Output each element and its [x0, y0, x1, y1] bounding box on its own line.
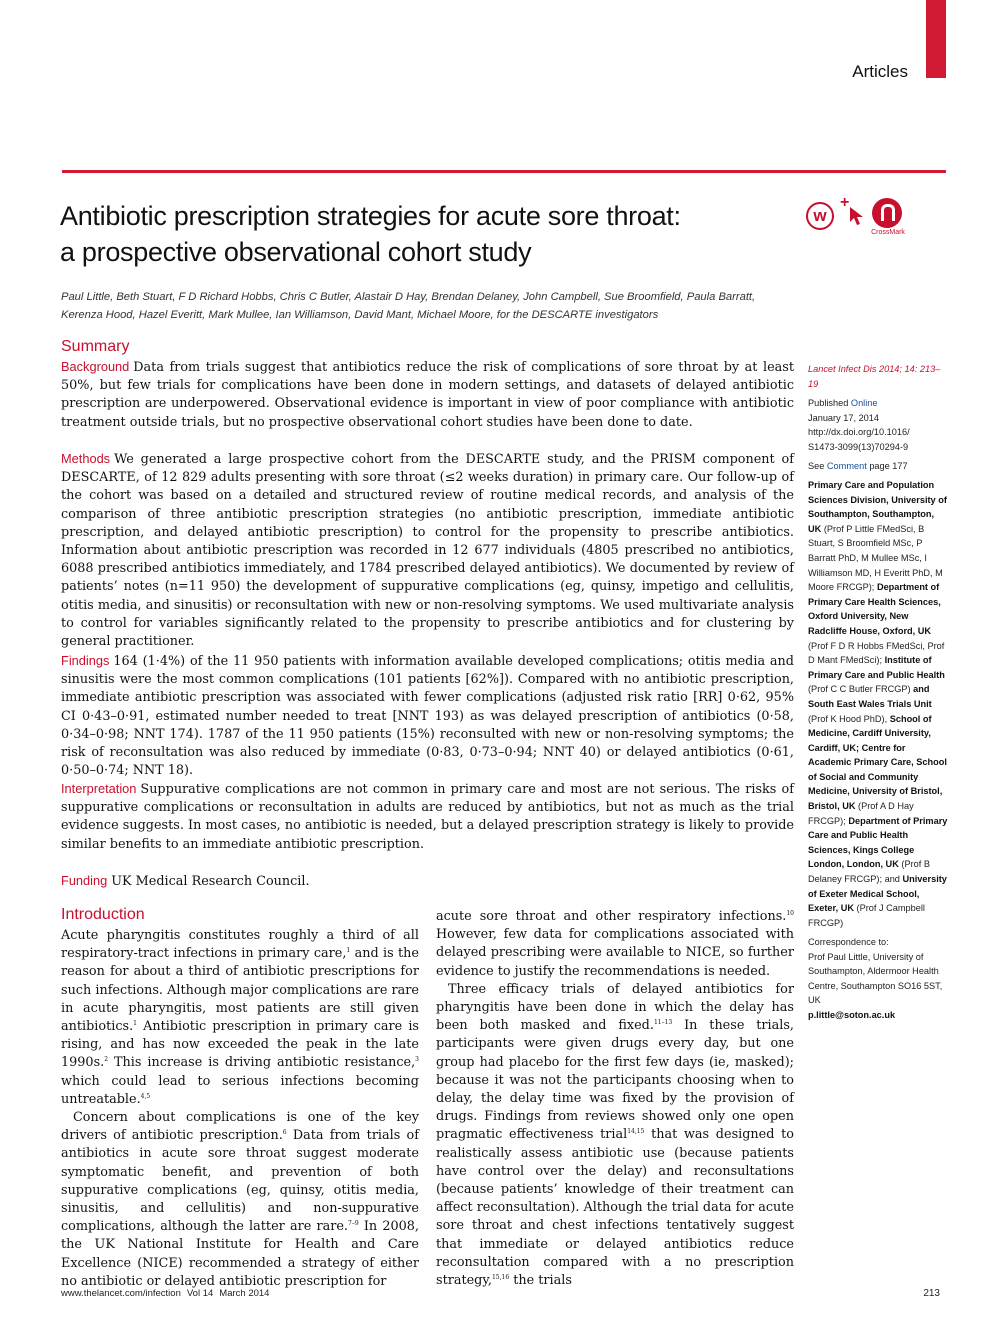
body-column-right [436, 908, 794, 1290]
author-list [61, 288, 781, 324]
findings-text: 164 (1·4%) of the 11 950 patients with information available developed complications; otitis media and sinusitis were the most common complications (101 patients [62%]). Compared with no antibiotic prescription, immediate antibiotic prescription was associated with fewer complications (adjusted risk ratio [RR] 0·62, 95% CI 0·43–0·91, estimated number needed to treat [NNT 193) as was delayed prescription of antibiotics (0·58, 0·34–0·98; NNT 174). 1787 of the 11 950 patients (15%) reconsulted with new or non-resolving symptoms; the risk of reconsultation was also reduced by immediate (0·83, 0·73–0·94; NNT 40) or delayed antibiotics (0·61, 0·50–0·74; NNT 18). [61, 654, 794, 779]
findings-label: Findings [61, 653, 110, 668]
introduction-heading: Introduction [61, 906, 145, 923]
title-line-1: Antibiotic prescription strategies for acute sore throat: [60, 201, 681, 231]
paragraph: Acute pharyngitis constitutes roughly a third of all respiratory-tract infections in primary care,$^1$ and is the reason for about a third of antibiotic prescriptions for such infections. Although major complications are rare in acute pharyngitis, most patients are still given antibiotics.$^1$ Antibiotic prescription in primary care is rising, and has now exceeded the peak in the late 1990s.$^2$ This increase is driving antibiotic resistance,$^3$ which could lead to serious infections becoming untreatable.$^{4,5}$ [61, 928, 419, 1107]
affiliation-inst: University of Exeter Medical School, Exeter, UK [808, 874, 947, 914]
affiliations [808, 478, 948, 930]
abstract-findings [61, 652, 794, 780]
see-label: See [808, 461, 825, 471]
web-icon[interactable]: w [806, 202, 834, 230]
paragraph: Three efficacy trials of delayed antibiotics for pharyngitis have been done in which the delay has been both masked and fixed.$^{11-13}$ In these trials, participants were given drugs every day, but one group had placebo for the first few days (ie, masked); because it was not the participants choosing when to delay, the delay time was fixed by the provision of drugs. Findings from reviews showed only one open pragmatic effectiveness trial$^{14,15}$ that was designed to realistically assess antibiotic use (because patients have control over the delay) and reconsultations (because patients’ knowledge of their treatment can affect reconsultation). Although the trial data for acute sore throat and chest infections tentatively suggest that immediate or delayed antibiotics reduce reconsultation compared with a no prescription strategy,$^{15,16}$ the trials [436, 981, 794, 1289]
published-online-link[interactable]: Online [850, 398, 878, 408]
correspondence-address: Prof Paul Little, University of Southampton, Aldermoor Health Centre, Southampton SO16 5ST, UK [808, 951, 943, 1006]
crossmark-label: CrossMark [871, 229, 905, 236]
article-badges [806, 194, 936, 240]
background-text: Data from trials suggest that antibiotics reduce the risk of complications of sore throat by at least 50%, but few trials for complications have been done in modern settings, and datasets of delayed antibiotic prescription are underpowered. Observational evidence is important in view of poor compliance with antibiotic treatment outside trials, but no prospective observational cohort studies have been done to date. [61, 360, 794, 430]
methods-label: Methods [61, 451, 111, 466]
abstract-background [61, 358, 794, 432]
correspondence [808, 935, 948, 1023]
interpretation-text: Suppurative complications are not common in primary care and most are not serious. The risks of suppurative complications or reconsultation in adults are reduced by antibiotics, but not as much as the trial evidence suggests. In most cases, no antibiotic is needed, but a delayed prescription strategy is likely to provide similar benefits to an immediate antibiotic prescription. [61, 782, 794, 852]
journal-citation: Lancet Infect Dis 2014; 14: 213–19 [808, 364, 941, 389]
cursor-icon [848, 206, 866, 226]
funding-text: UK Medical Research Council. [111, 874, 310, 889]
authors-line-1: Paul Little, Beth Stuart, F D Richard Hobbs, Chris C Butler, Alastair D Hay, Brendan Delaney, John Campbell, Sue Broomfield, Paula Barratt, [61, 291, 756, 303]
footer-month: March 2014 [219, 1288, 270, 1299]
authors-line-2: Kerenza Hood, Hazel Everitt, Mark Mullee, Ian Williamson, David Mant, Michael Moore, for the DESCARTE investigators [61, 309, 659, 321]
comment-page: page 177 [869, 461, 908, 471]
affiliation-people: (Prof A D Hay FRCGP); [808, 801, 914, 826]
affiliation-inst: Primary Care and Population Sciences Division, University of Southampton, Southampton, UK [808, 480, 947, 534]
paragraph: Concern about complications is one of the key drivers of antibiotic prescription.$^6$ Data from trials of antibiotics in acute sore throat suggest moderate symptomatic benefit, and prevention of both suppurative complications (eg, quinsy, otitis media, sinusitis, and cellulitis) and non-suppurative complications, although the latter are rare.$^{7-9}$ In 2008, the UK National Institute for Health and Care Excellence (NICE) recommended a strategy of either no antibiotic or delayed antibiotic prescription for [61, 1110, 419, 1289]
title-line-2: a prospective observational cohort study [60, 237, 532, 267]
interpretation-label: Interpretation [61, 781, 137, 796]
footer-url[interactable]: www.thelancet.com/infection [61, 1288, 181, 1299]
summary-heading: Summary [61, 338, 130, 355]
abstract-interpretation [61, 780, 794, 854]
footer-journal-info [61, 1288, 269, 1299]
affiliation-inst: Department of Primary Care Health Sciences, Oxford University, New Radcliffe House, Oxford, UK [808, 582, 941, 636]
crossmark-icon[interactable] [872, 198, 902, 228]
plus-icon: + [840, 194, 850, 211]
journal-red-tab [926, 0, 946, 78]
methods-text: We generated a large prospective cohort from the DESCARTE study, and the PRISM component of DESCARTE, of 12 829 adults presenting with sore throat (≤2 weeks duration) in primary care. Our follow-up of the cohort was based on a detailed and structured review of routine medical records, and analysis of the comparison of three antibiotic prescription strategies (no antibiotic prescription, immediate antibiotic prescription, and delayed antibiotic prescription) to control for the propensity to prescribe antibiotics. Information about antibiotic prescription was recorded in 12 677 individuals (4805 prescribed no antibiotics, 6088 prescribed antibiotics immediately, and 1784 prescribed delayed antibiotics). We documented by review of patients’ notes (n=11 950) the development of suppurative complications (eg, quinsy, impetigo and cellulitis, otitis media, and sinusitis) or reconsultation with new or non-resolving symptoms. We used multivariate analysis to control for variables significantly related to the propensity to prescribe antibiotics and for clustering by general practitioner. [61, 452, 794, 650]
abstract-methods [61, 450, 794, 651]
footer-volume: Vol 14 [186, 1288, 214, 1299]
doi-line-2[interactable]: S1473-3099(13)70294-9 [808, 441, 909, 452]
doi-line-1[interactable]: http://dx.doi.org/10.1016/ [808, 427, 910, 438]
title-rule [62, 170, 946, 173]
funding-label: Funding [61, 873, 108, 888]
affiliation-people: (Prof J Campbell FRCGP) [808, 903, 925, 928]
publication-info [808, 396, 948, 454]
affiliation-inst: Institute of Primary Care and Public Health [808, 655, 945, 680]
affiliation-people: (Prof P Little FMedSci, B Stuart, S Broomfield MSc, P Barratt PhD, M Mullee MSc, I Williamson MD, H Everitt PhD, M Moore FRCGP); [808, 523, 943, 593]
page-number: 213 [923, 1288, 940, 1299]
affiliation-inst: and South East Wales Trials Unit [808, 684, 932, 709]
comment-reference [808, 459, 948, 474]
background-label: Background [61, 359, 130, 374]
affiliation-inst: School of Medicine, Cardiff University, Cardiff, UK; Centre for Academic Primary Care, School of Social and Community Medicine, University of Bristol, Bristol, UK [808, 713, 947, 812]
article-title [60, 198, 780, 270]
paragraph: acute sore throat and other respiratory infections.$^{10}$ However, few data for complications associated with delayed prescribing were available to NICE, so further evidence to justify the recommendations is needed. [436, 909, 794, 979]
affiliation-inst: Department of Primary Care and Public Health Sciences, Kings College London, London, UK [808, 815, 948, 870]
body-column-left [61, 927, 419, 1291]
published-prefix: Published [808, 398, 849, 408]
affiliation-people: (Prof C C Butler FRCGP) [808, 684, 911, 695]
correspondence-email[interactable]: p.little@soton.ac.uk [808, 1009, 896, 1020]
comment-link[interactable]: Comment [826, 461, 867, 471]
affiliation-people: (Prof F D R Hobbs FMedSci, Prof D Mant FMedSci); [808, 640, 945, 666]
section-label: Articles [852, 62, 908, 81]
abstract-funding [61, 872, 794, 891]
affiliation-people: (Prof K Hood PhD), [808, 713, 888, 724]
affiliation-people: (Prof B Delaney FRCGP); and [808, 859, 930, 885]
published-date: January 17, 2014 [808, 412, 880, 423]
correspondence-label: Correspondence to: [808, 937, 889, 947]
